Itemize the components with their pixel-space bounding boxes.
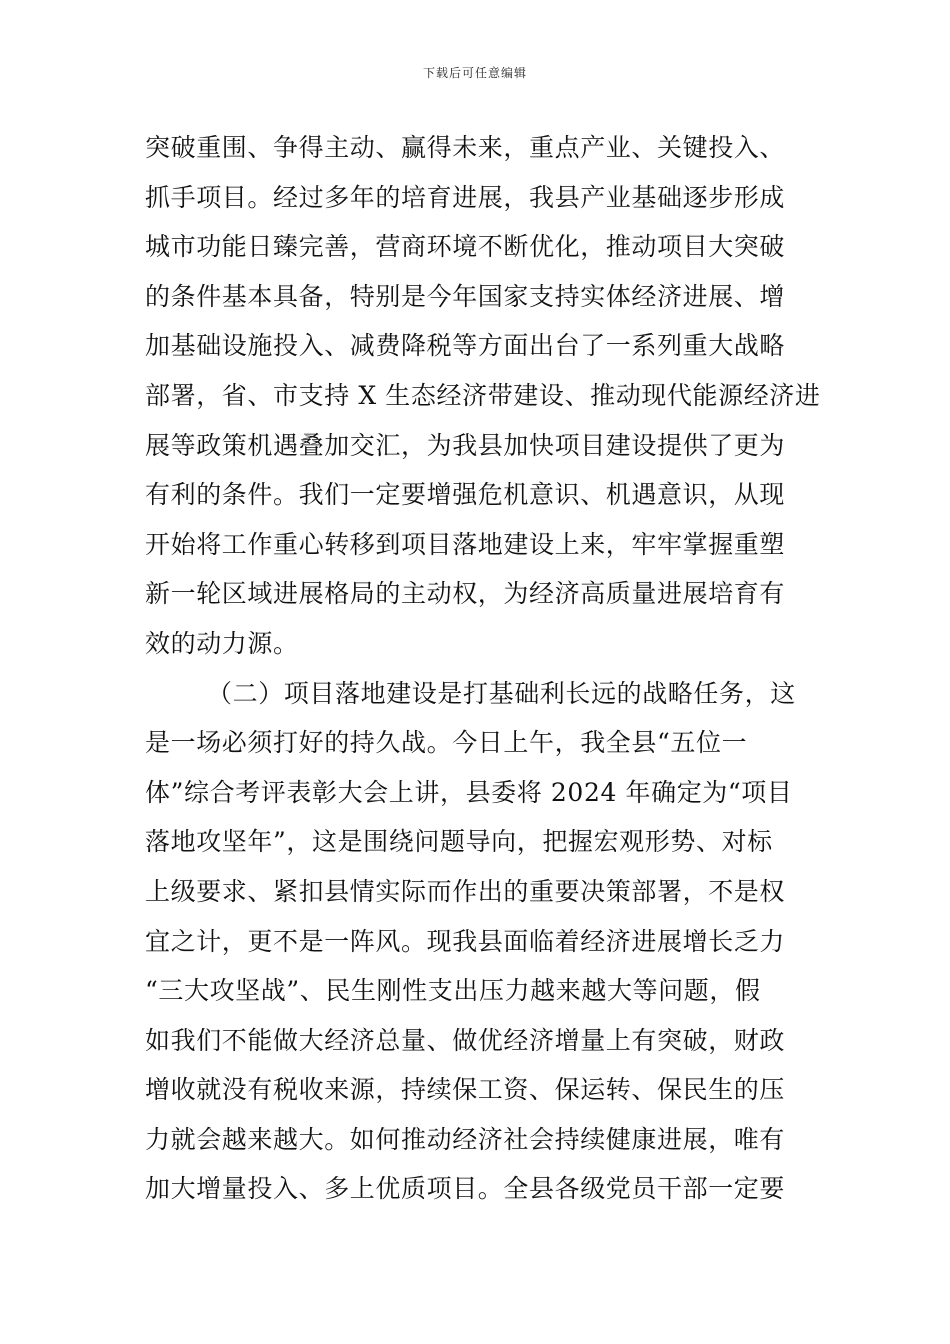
text-line: 开始将工作重心转移到项目落地建设上来，牢牢掌握重塑 bbox=[145, 529, 786, 559]
paragraph-start-line: （二）项目落地建设是打基础利长远的战略任务，这 bbox=[207, 678, 796, 708]
text-line: 宜之计，更不是一阵风。现我县面临着经济进展增长乏力 bbox=[145, 926, 786, 956]
text-line: 加大增量投入、多上优质项目。全县各级党员干部一定要 bbox=[145, 1174, 786, 1204]
text-line: 增收就没有税收来源，持续保工资、保运转、保民生的压 bbox=[145, 1075, 786, 1105]
text-line: 加基础设施投入、减费降税等方面出台了一系列重大战略 bbox=[145, 331, 786, 361]
document-body bbox=[145, 123, 821, 1214]
text-line: 的条件基本具备，特别是今年国家支持实体经济进展、增 bbox=[145, 281, 786, 311]
text-line: 有利的条件。我们一定要增强危机意识、机遇意识，从现 bbox=[145, 480, 786, 510]
text-line: 上级要求、紧扣县情实际而作出的重要决策部署，不是权 bbox=[145, 876, 786, 906]
text-line: 体”综合考评表彰大会上讲，县委将 2024 年确定为“项目 bbox=[145, 777, 793, 807]
text-line: 新一轮区域进展格局的主动权，为经济高质量进展培育有 bbox=[145, 579, 786, 609]
text-line: 是一场必须打好的持久战。今日上午，我全县“五位一 bbox=[145, 728, 748, 758]
page-header: 下载后可任意编辑 bbox=[422, 66, 527, 80]
text-line: 抓手项目。经过多年的培育进展，我县产业基础逐步形成 bbox=[145, 182, 786, 212]
text-line: 城市功能日臻完善，营商环境不断优化，推动项目大突破 bbox=[145, 232, 786, 262]
text-line: 部署，省、市支持 X 生态经济带建设、推动现代能源经济进 bbox=[145, 380, 821, 410]
text-line: 落地攻坚年”，这是围绕问题导向，把握宏观形势、对标 bbox=[145, 827, 773, 857]
text-line: 展等政策机遇叠加交汇，为我县加快项目建设提供了更为 bbox=[145, 430, 786, 460]
text-line: 突破重围、争得主动、赢得未来，重点产业、关键投入、 bbox=[145, 133, 786, 162]
text-line: 如我们不能做大经济总量、做优经济增量上有突破，财政 bbox=[145, 1025, 786, 1055]
text-line: “三大攻坚战”、民生刚性支出压力越来越大等问题，假 bbox=[145, 976, 761, 1006]
text-line: 效的动力源。 bbox=[145, 628, 299, 658]
text-line: 力就会越来越大。如何推动经济社会持续健康进展，唯有 bbox=[145, 1124, 786, 1154]
